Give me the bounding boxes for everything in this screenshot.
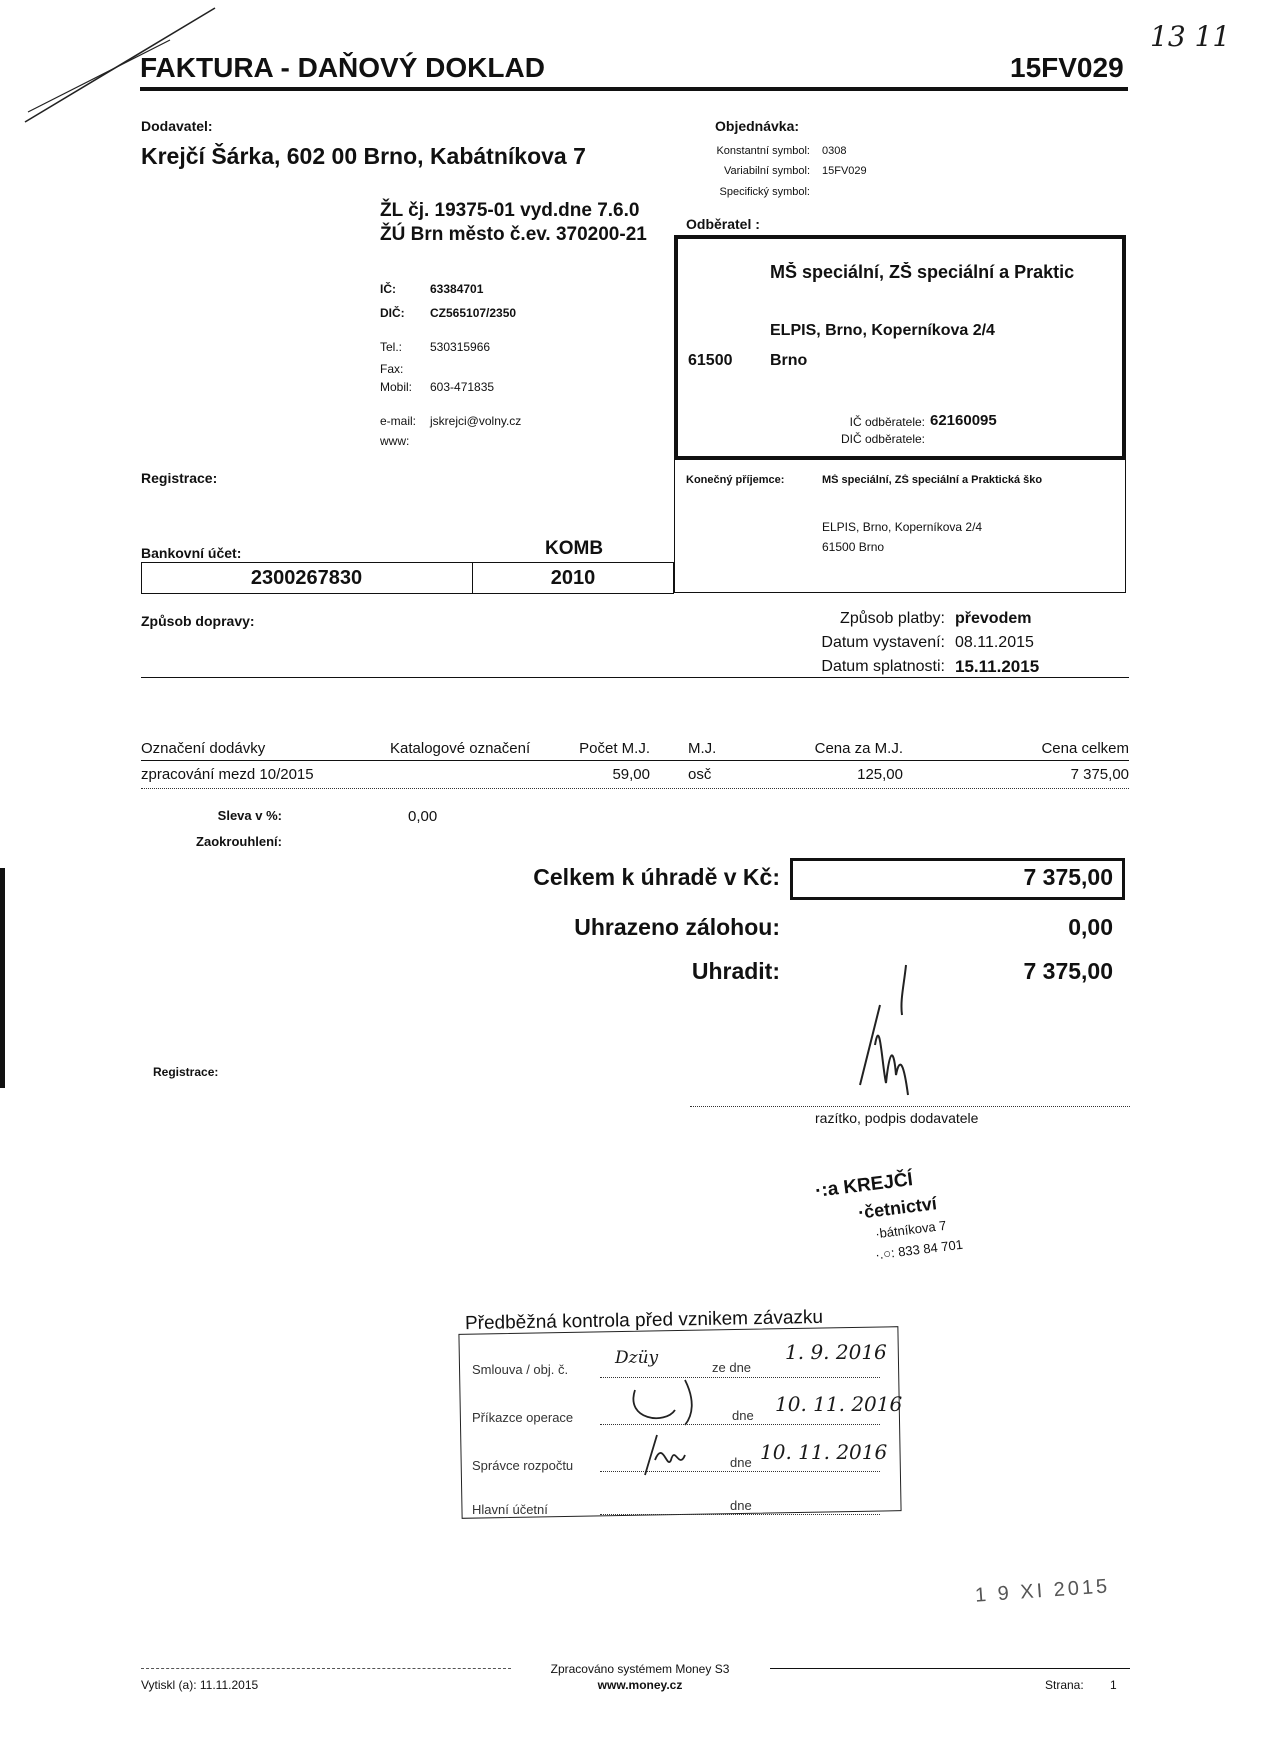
var-symbol-label: Variabilní symbol: <box>724 165 810 177</box>
recipient-line3: 61500 Brno <box>822 540 885 554</box>
items-header-quantity: Počet M.J. <box>579 740 650 757</box>
supplier-tel: 530315966 <box>430 340 491 354</box>
advance-label: Uhrazeno zálohou: <box>574 914 780 940</box>
discount-label: Sleva v %: <box>217 808 282 823</box>
items-header-catalog: Katalogové označení <box>390 740 531 757</box>
customer-city: Brno <box>770 352 808 369</box>
payment-section-rule <box>141 677 1129 678</box>
amount-to-pay: 7 375,00 <box>1023 958 1113 984</box>
recipient-label: Konečný příjemce: <box>686 474 785 486</box>
spec-symbol-label: Specifický symbol: <box>719 186 810 198</box>
control-row-accountant-line <box>600 1514 880 1515</box>
footer-page-label: Strana: <box>1045 1678 1084 1692</box>
items-header-unit-price: Cena za M.J. <box>814 740 903 757</box>
customer-name-line1: MŠ speciální, ZŠ speciální a Praktic <box>770 262 1075 282</box>
items-header-total: Cena celkem <box>1041 740 1129 757</box>
amount-to-pay-label: Uhradit: <box>691 958 780 984</box>
control-authorizer-signature <box>625 1370 735 1430</box>
registration-label: Registrace: <box>141 470 218 486</box>
received-date-stamp: 1 9 XI 2015 <box>974 1575 1111 1607</box>
control-row-authorizer-label: Příkazce operace <box>472 1410 574 1425</box>
footer-web: www.money.cz <box>597 1678 683 1692</box>
control-row-accountant-label: Hlavní účetní <box>472 1502 548 1517</box>
recipient-line2: ELPIS, Brno, Koperníkova 2/4 <box>822 520 983 534</box>
shipping-label: Způsob dopravy: <box>141 613 255 629</box>
control-title: Předběžná kontrola před vznikem závazku <box>464 1306 824 1335</box>
control-row-budget-dne: dne <box>730 1455 752 1470</box>
table-row-quantity: 59,00 <box>612 766 650 783</box>
supplier-mobil: 603-471835 <box>430 380 495 394</box>
supplier-dic: CZ565107/2350 <box>430 306 517 320</box>
company-stamp-line3: ·bátníkova 7 <box>874 1217 948 1242</box>
table-row-unit: osč <box>688 766 712 783</box>
company-stamp-line1: ·:a KREJČÍ <box>814 1169 915 1202</box>
bank-code: 2010 <box>550 567 596 589</box>
company-stamp-line4: ·.○: 833 84 701 <box>874 1236 964 1263</box>
control-row-contract-note: Dzüy <box>615 1348 659 1368</box>
supplier-signature <box>820 955 930 1105</box>
supplier-name-address: Krejčí Šárka, 602 00 Brno, Kabátníkova 7 <box>141 143 586 169</box>
invoice-number: 15FV029 <box>1010 52 1124 83</box>
footer-rule-left <box>141 1668 511 1669</box>
control-row-authorizer-date: 10. 11. 2016 <box>775 1392 903 1416</box>
signature-line <box>690 1106 1130 1107</box>
supplier-www-label: www: <box>380 434 410 448</box>
issue-date-label: Datum vystavení: <box>821 634 945 651</box>
control-row-budget-label: Správce rozpočtu <box>472 1458 574 1473</box>
customer-ic: 62160095 <box>930 412 997 429</box>
control-row-contract-dne: ze dne <box>712 1360 752 1375</box>
konst-symbol-value: 0308 <box>822 145 847 157</box>
due-date-label: Datum splatnosti: <box>821 658 945 675</box>
supplier-tel-label: Tel.: <box>380 340 403 354</box>
table-row-total: 7 375,00 <box>1070 766 1129 783</box>
items-header-rule <box>141 760 1129 761</box>
konst-symbol-label: Konstantní symbol: <box>716 145 810 157</box>
control-row-budget-date: 10. 11. 2016 <box>760 1440 888 1464</box>
items-header-designation: Označení dodávky <box>141 740 266 757</box>
registration-label-2: Registrace: <box>153 1065 219 1079</box>
control-row-contract-date: 1. 9. 2016 <box>785 1340 887 1364</box>
control-budget-signature <box>635 1430 695 1480</box>
scan-edge-mark <box>0 868 5 1088</box>
supplier-fax-label: Fax: <box>380 362 404 376</box>
customer-label: Odběratel : <box>686 216 760 232</box>
advance-amount: 0,00 <box>1068 914 1113 940</box>
company-stamp-line2: ·četnictví <box>857 1193 938 1223</box>
supplier-email-label: e-mail: <box>380 414 417 428</box>
footer-page-number: 1 <box>1110 1678 1117 1692</box>
supplier-label: Dodavatel: <box>141 118 213 134</box>
header-rule <box>140 87 1128 91</box>
var-symbol-value: 15FV029 <box>822 165 867 177</box>
trade-license: ŽL čj. 19375-01 vyd.dne 7.6.0 <box>380 200 640 221</box>
rounding-label: Zaokrouhlení: <box>196 834 282 849</box>
payment-method-label: Způsob platby: <box>840 610 945 627</box>
bank-account-number: 2300267830 <box>250 567 363 589</box>
signature-caption: razítko, podpis dodavatele <box>815 1110 979 1126</box>
customer-name-line2: ELPIS, Brno, Koperníkova 2/4 <box>770 322 995 339</box>
table-row-designation: zpracování mezd 10/2015 <box>141 766 314 783</box>
total-due-amount: 7 375,00 <box>1023 864 1113 890</box>
control-row-contract-label: Smlouva / obj. č. <box>472 1362 569 1377</box>
footer-printed-date: Vytiskl (a): 11.11.2015 <box>141 1678 259 1692</box>
table-row-unit-price: 125,00 <box>857 766 903 783</box>
trade-office: ŽÚ Brn město č.ev. 370200-21 <box>380 224 647 245</box>
footer-system: Zpracováno systémem Money S3 <box>550 1662 730 1676</box>
customer-ic-label: IČ odběratele: <box>849 415 925 429</box>
payment-method: převodem <box>955 610 1032 627</box>
supplier-ic: 63384701 <box>430 282 484 296</box>
total-due-label: Celkem k úhradě v Kč: <box>533 864 780 890</box>
invoice-title: FAKTURA - DAŇOVÝ DOKLAD <box>140 52 545 83</box>
recipient-name: MŠ speciální, ZŠ speciální a Praktická ško <box>822 474 1043 486</box>
supplier-mobil-label: Mobil: <box>380 380 413 394</box>
supplier-dic-label: DIČ: <box>380 306 405 320</box>
control-row-accountant-dne: dne <box>730 1498 752 1513</box>
supplier-ic-label: IČ: <box>380 282 396 296</box>
items-row-rule <box>141 788 1129 789</box>
footer-rule-right <box>770 1668 1130 1669</box>
control-row-authorizer-dne: dne <box>732 1408 754 1423</box>
supplier-email: jskrejci@volny.cz <box>430 414 522 428</box>
customer-dic-label: DIČ odběratele: <box>840 432 925 446</box>
items-header-unit: M.J. <box>688 740 717 757</box>
corner-handwritten-note: 13 11 <box>1150 20 1231 53</box>
order-label: Objednávka: <box>715 118 800 134</box>
customer-zip: 61500 <box>688 352 733 369</box>
bank-name: KOMB <box>545 538 604 559</box>
due-date: 15.11.2015 <box>955 657 1040 676</box>
bank-account-label: Bankovní účet: <box>141 545 242 561</box>
issue-date: 08.11.2015 <box>955 634 1034 651</box>
discount-value: 0,00 <box>408 808 438 825</box>
